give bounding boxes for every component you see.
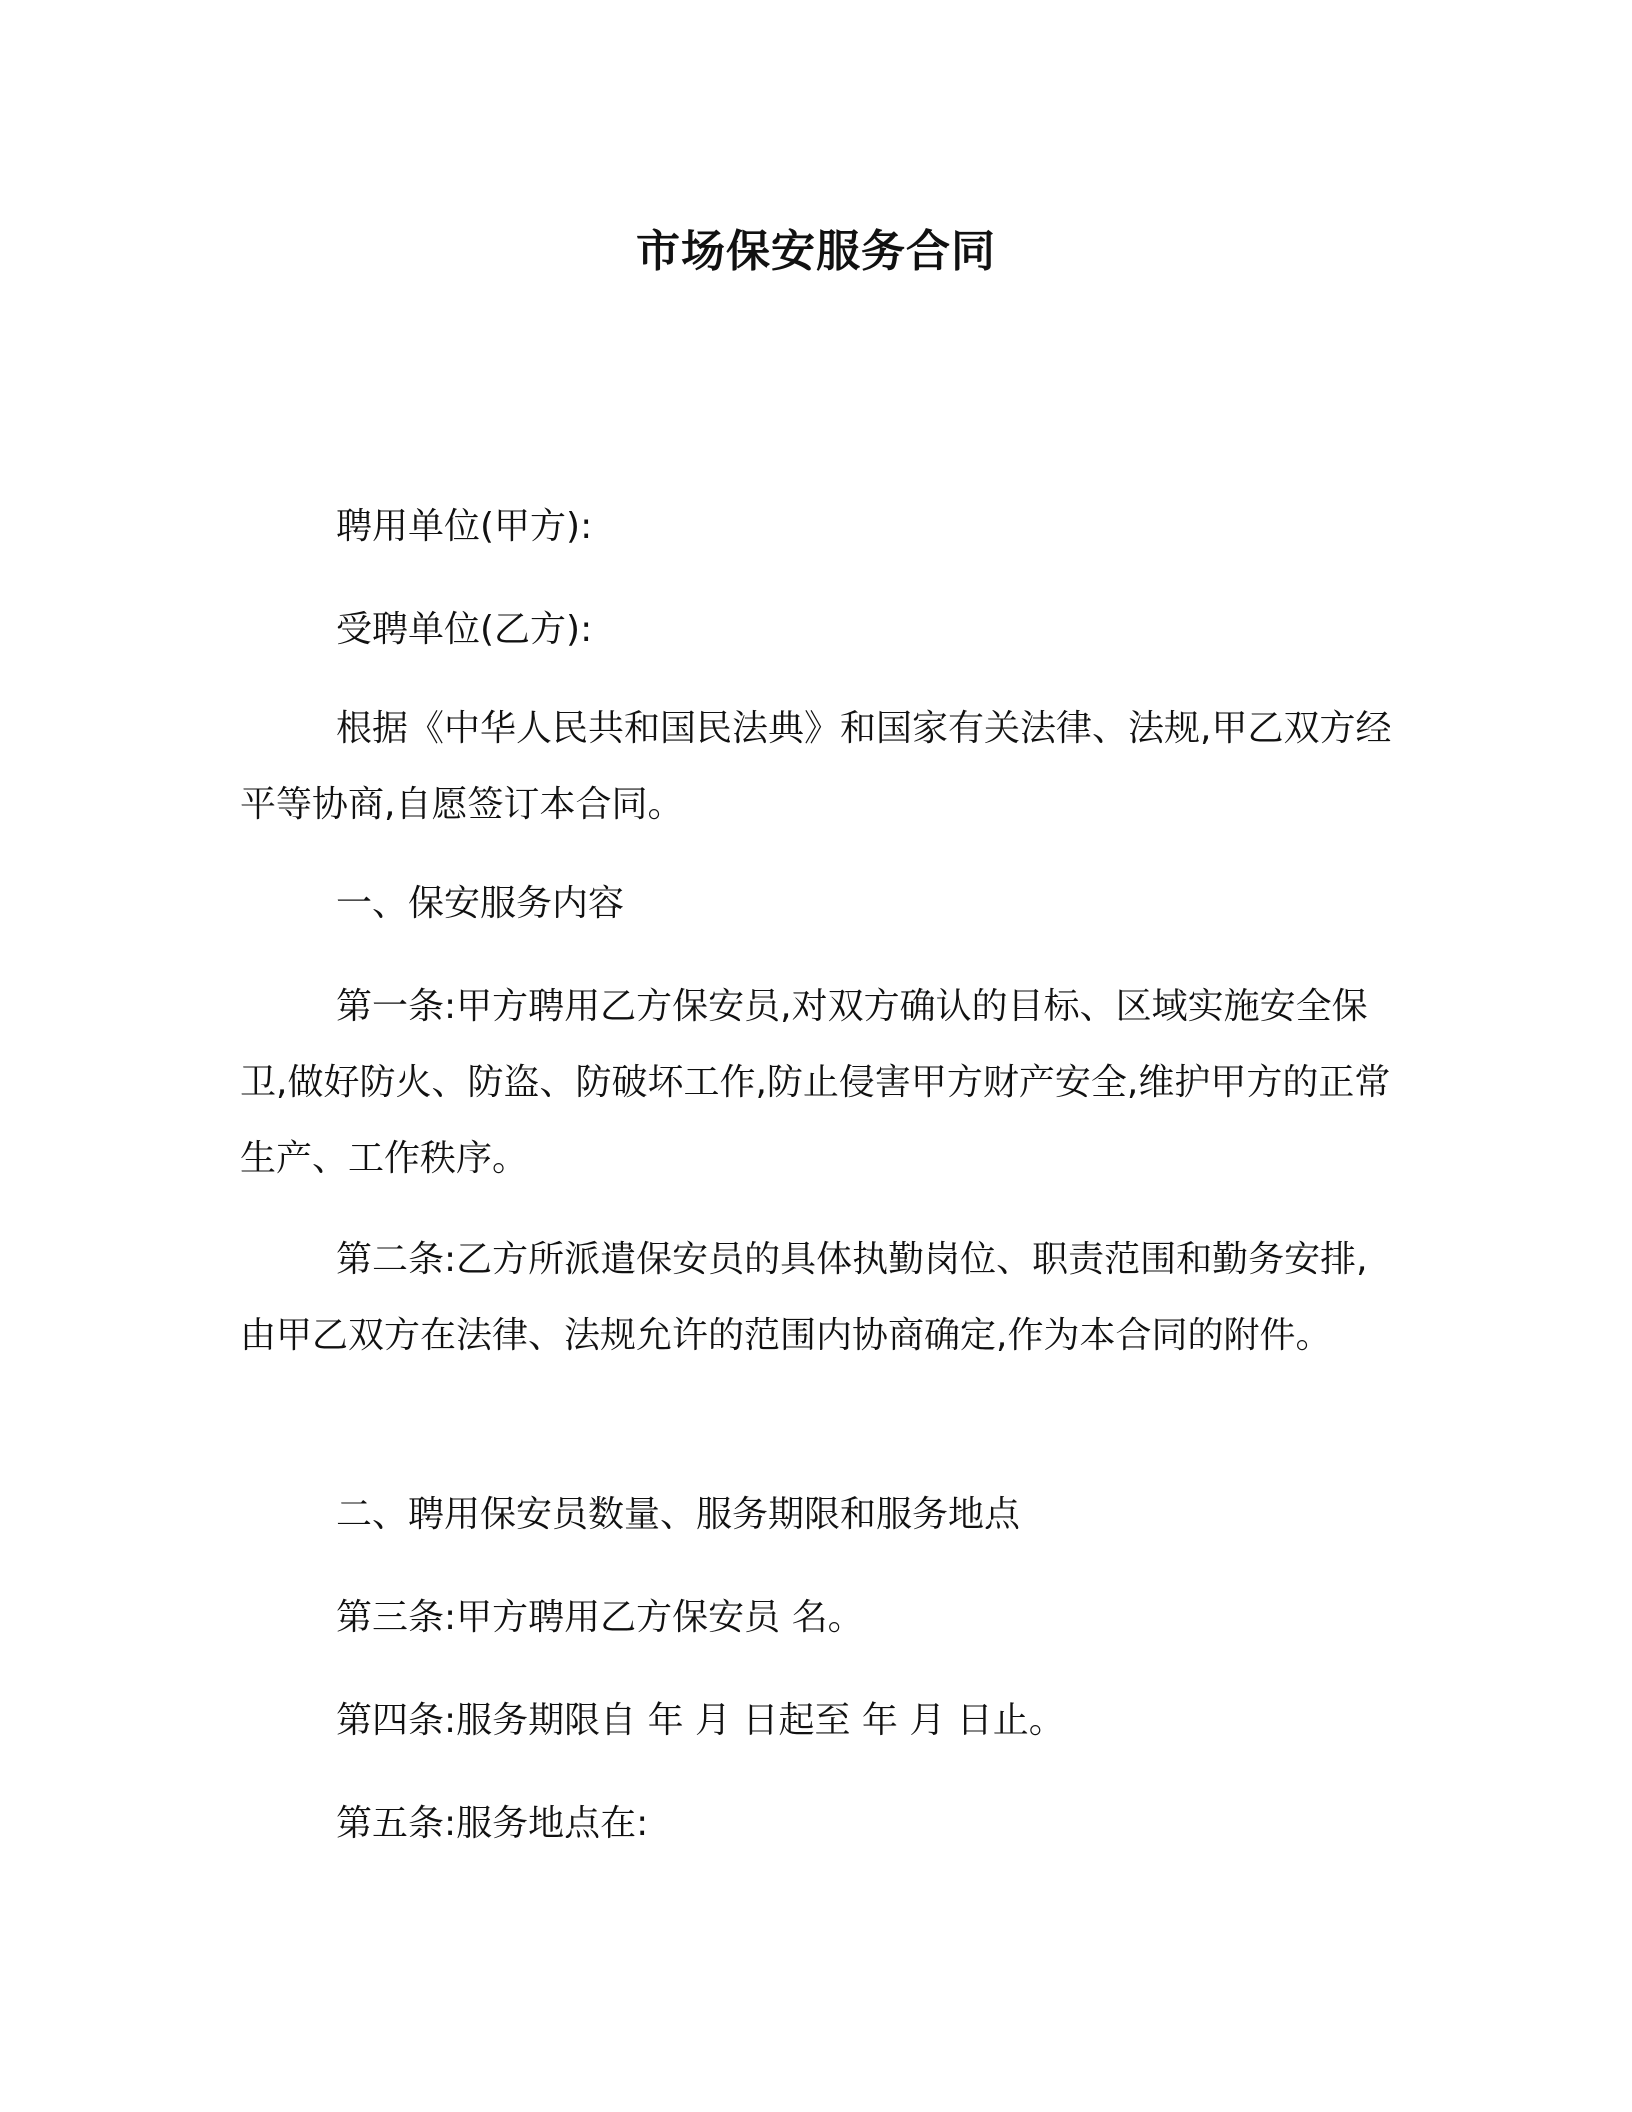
party-a-line: 聘用单位(甲方): — [336, 506, 593, 547]
article-4: 第四条:服务期限自 年 月 日起至 年 月 日止。 — [336, 1700, 1065, 1741]
article-3: 第三条:甲方聘用乙方保安员 名。 — [336, 1597, 864, 1638]
document-title: 市场保安服务合同 — [636, 226, 996, 277]
section-2-heading: 二、聘用保安员数量、服务期限和服务地点 — [336, 1494, 1021, 1535]
article-5: 第五条:服务地点在: — [336, 1803, 649, 1844]
section-1-heading: 一、保安服务内容 — [336, 883, 625, 924]
party-b-line: 受聘单位(乙方): — [336, 609, 593, 650]
intro-paragraph: 根据《中华人民共和国民法典》和国家有关法律、法规,甲乙双方经平等协商,自愿签订本合同。 — [240, 708, 1392, 825]
article-1: 第一条:甲方聘用乙方保安员,对双方确认的目标、区域实施安全保卫,做好防火、防盗、防破坏工作,防止侵害甲方财产安全,维护甲方的正常生产、工作秩序。 — [240, 986, 1391, 1179]
article-2: 第二条:乙方所派遣保安员的具体执勤岗位、职责范围和勤务安排,由甲乙双方在法律、法规允许的范围内协商确定,作为本合同的附件。 — [240, 1239, 1368, 1356]
